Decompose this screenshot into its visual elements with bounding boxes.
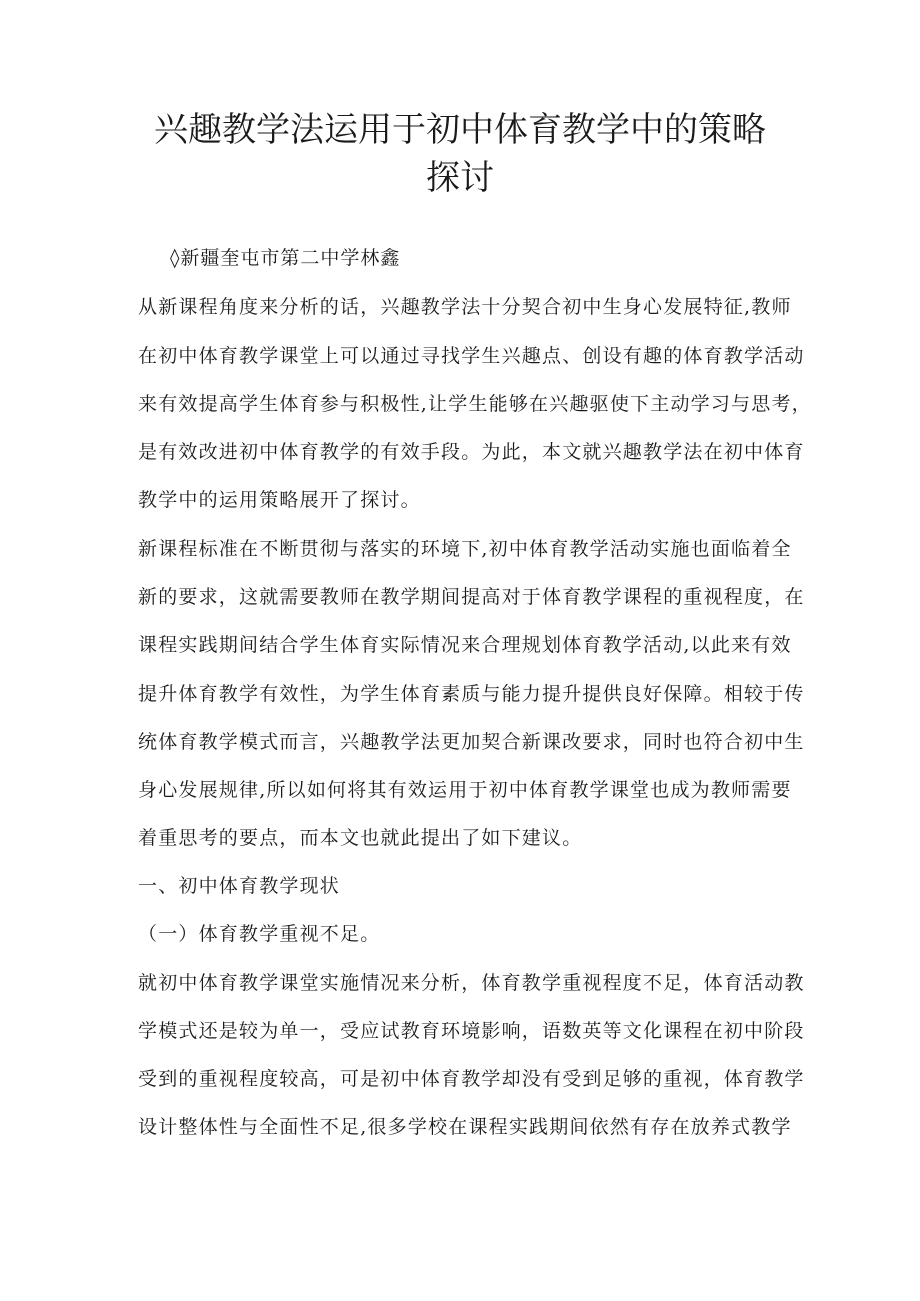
text-line: 身心发展规律,所以如何将其有效运用于初中体育教学课堂也成为教师需要 (138, 779, 792, 801)
document-title-line-2: 探讨 (426, 158, 494, 198)
text-line: 受到的重视程度较高，可是初中体育教学却没有受到足够的重视，体育教学 (138, 1068, 805, 1090)
subsection-heading: （一）体育教学重视不足。 (138, 923, 381, 945)
text-line: 课程实践期间结合学生体育实际情况来合理规划体育教学活动,以此来有效 (138, 634, 792, 656)
text-line: 提升体育教学有效性，为学生体育素质与能力提升提供良好保障。相较于传 (138, 683, 805, 705)
text-line: 学模式还是较为单一，受应试教育环境影响，语数英等文化课程在初中阶段 (138, 1020, 805, 1042)
text-line: 设计整体性与全面性不足,很多学校在课程实践期间依然有存在放养式教学 (138, 1116, 792, 1138)
author-line: ◊新疆奎屯市第二中学林鑫 (170, 247, 401, 269)
text-line: 就初中体育教学课堂实施情况来分析，体育教学重视程度不足，体育活动教 (138, 972, 805, 994)
document-title-line-1: 兴趣教学法运用于初中体育教学中的策略 (154, 110, 766, 150)
text-line: 新课程标准在不断贯彻与落实的环境下,初中体育教学活动实施也面临着全 (138, 538, 792, 560)
text-line: 统体育教学模式而言，兴趣教学法更加契合新课改要求，同时也符合初中生 (138, 731, 805, 753)
text-line: 着重思考的要点，而本文也就此提出了如下建议。 (138, 827, 583, 849)
text-line: 从新课程角度来分析的话，兴趣教学法十分契合初中生身心发展特征,教师 (138, 296, 792, 318)
text-line: 教学中的运用策略展开了探讨。 (138, 489, 421, 511)
text-line: 来有效提高学生体育参与积极性,让学生能够在兴趣驱使下主动学习与思考， (138, 393, 812, 415)
section-heading: 一、初中体育教学现状 (138, 875, 341, 897)
text-line: 新的要求，这就需要教师在教学期间提高对于体育教学课程的重视程度，在 (138, 586, 805, 608)
text-line: 是有效改进初中体育教学的有效手段。为此，本文就兴趣教学法在初中体育 (138, 441, 805, 463)
text-line: 在初中体育教学课堂上可以通过寻找学生兴趣点、创设有趣的体育教学活动 (138, 345, 805, 367)
